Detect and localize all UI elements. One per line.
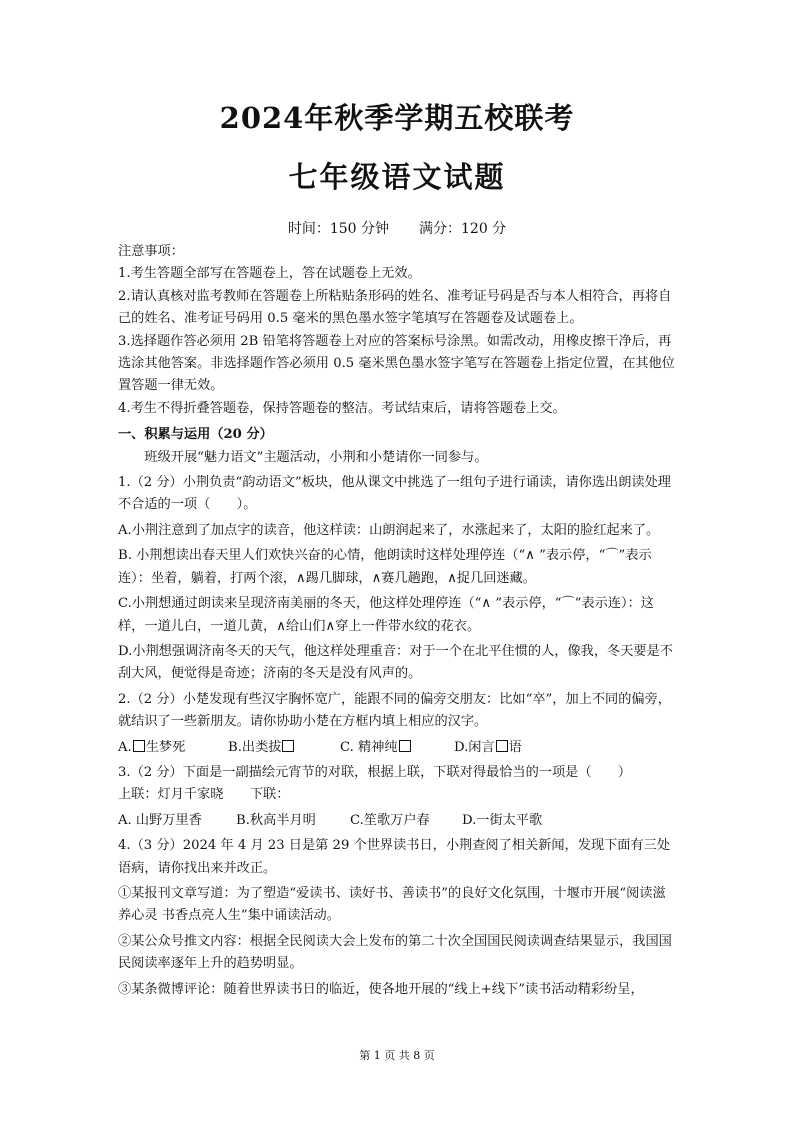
question-3-option-b: B.秋高半月明 <box>236 812 316 828</box>
question-4-item: ①某报刊文章写道：为了塑造“爱读书、读好书、善读书”的良好文化氛围，十堰市开展“阅读滋养心灵 书香点亮人生”集中诵读活动。 <box>118 885 666 924</box>
exam-time: 时间：150 分钟 <box>287 221 389 237</box>
question-1-stem: 1.（2 分）小荆负责“韵动语文”板块，他从课文中挑选了一组句子进行诵读，请你选出朗读处理不合适的一项（ ）。 <box>118 475 671 513</box>
question-1-option-a: A.小荆注意到了加点字的读音，他这样读：山朗润起来了，水涨起来了，太阳的脸红起来了。 <box>118 522 660 538</box>
blank-box <box>282 740 294 752</box>
question-2-option-d: D.闲言 语 <box>454 739 522 755</box>
question-1-option-c: C.小荆想通过朗读来呈现济南美丽的冬天，他这样处理停连（“∧ ”表示停，“⌒”表示连）：这样，一道儿白，一道儿黄，∧给山们∧穿上一件带水纹的花衣。 <box>118 596 654 634</box>
page-footer: 第 1 页 共 8 页 <box>359 1049 435 1062</box>
section-heading: 一、积累与运用（20 分） <box>118 427 273 443</box>
blank-box <box>399 740 411 752</box>
question-3-option-d: D.一街太平歌 <box>462 812 543 828</box>
question-2-option-b: B.出类拔 <box>228 737 340 759</box>
notice-item: 3.选择题作答必须用 2B 铅笔将答题卷上对应的答案标号涂黑。如需改动，用橡皮擦干净后，再选涂其他答案。非选择题作答必须用 0.5 毫米黑色墨水签字笔写在答题卷上指定位置，在其他位置答题一律无效。 <box>118 333 675 394</box>
section-intro: 班级开展“魅力语文”主题活动，小荆和小楚请你一同参与。 <box>144 449 488 465</box>
question-2-stem: 2.（2 分）小楚发现有些汉字胸怀宽广，能跟不同的偏旁交朋友：比如“卒”，加上不同的偏旁，就结识了一些新朋友。请你协助小楚在方框内填上相应的汉字。 <box>118 691 671 730</box>
exam-score: 满分：120 分 <box>419 221 507 237</box>
exam-body <box>118 241 678 1001</box>
question-3-option-a: A. 山野万里香 <box>118 812 202 828</box>
question-4-stem: 4.（3 分）2024 年 4 月 23 日是第 29 个世界读书日，小荆查阅了相关新闻，发现下面有三处语病，请你找出来并改正。 <box>118 838 671 876</box>
blank-box <box>496 740 508 752</box>
notice-item: 4.考生不得折叠答题卷，保持答题卷的整洁。考试结束后，请将答题卷上交。 <box>118 400 566 416</box>
question-4-item: ②某公众号推文内容：根据全民阅读大会上发布的第二十次全国国民阅读调查结果显示，我国国民阅读率逐年上升的趋势明显。 <box>118 933 672 972</box>
notice-item: 1.考生答题全部写在答题卷上，答在试题卷上无效。 <box>118 266 421 282</box>
question-3-couplet: 上联：灯月千家晓 下联： <box>118 787 290 803</box>
question-3-options <box>118 810 678 832</box>
blank-box <box>133 740 145 752</box>
exam-subtitle: 七年级语文试题 <box>288 160 506 194</box>
notice-item: 2.请认真核对监考教师在答题卷上所粘贴条形码的姓名、准考证号码是否与本人相符合，再将自己的姓名、准考证号码用 0.5 毫米的黑色墨水签字笔填写在答题卷及试题卷上。 <box>118 288 672 327</box>
notice-heading: 注意事项： <box>118 244 184 259</box>
question-3-option-c: C.笙歌万户春 <box>350 812 430 828</box>
question-4-item: ③某条微博评论：随着世界读书日的临近，使各地开展的“线上+线下”读书活动精彩纷呈， <box>118 981 644 997</box>
question-1-option-b: B. 小荆想读出春天里人们欢快兴奋的心情，他朗读时这样处理停连（“∧ ”表示停，“⌒”表示连）：坐着，躺着，打两个滚，∧踢几脚球，∧赛几趟跑，∧捉几回迷藏。 <box>118 548 652 586</box>
exam-meta <box>0 218 794 238</box>
question-2-options <box>118 737 678 759</box>
question-3-stem: 3.（2 分）下面是一副描绘元宵节的对联，根据上联，下联对得最恰当的一项是（ ） <box>118 764 632 780</box>
question-1-option-d: D.小荆想强调济南冬天的天气，他这样处理重音：对于一个在北平住惯的人，像我，冬天要是不刮大风，便觉得是奇迹；济南的冬天是没有风声的。 <box>118 643 673 682</box>
question-2-option-c: C. 精神纯 <box>340 737 454 759</box>
question-2-option-a: A.生梦死 <box>118 739 186 755</box>
exam-title: 2024年秋季学期五校联考 <box>219 101 575 135</box>
